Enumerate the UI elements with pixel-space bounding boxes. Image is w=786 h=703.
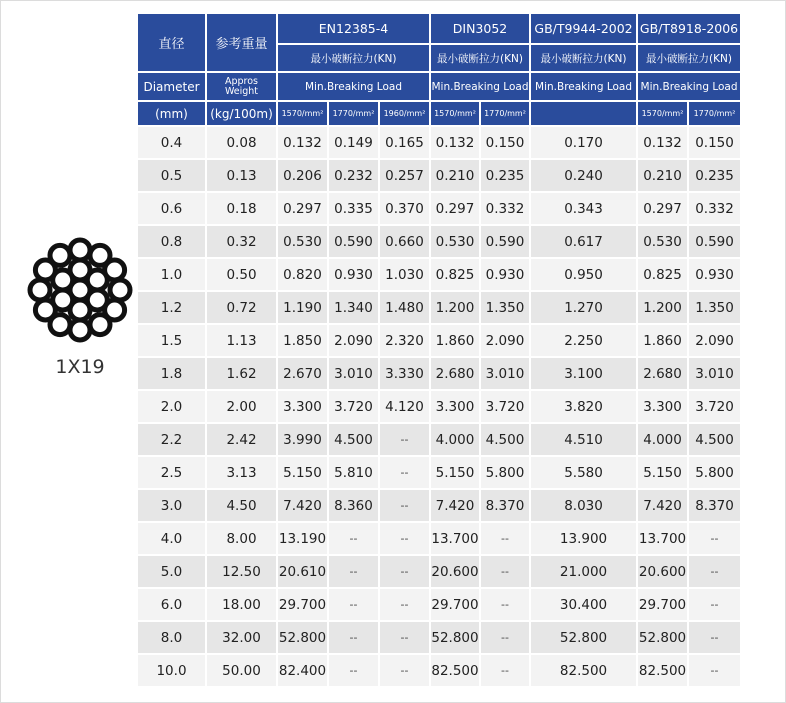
table-row bbox=[138, 556, 740, 589]
table-cell: 8.0 bbox=[138, 622, 207, 655]
table-cell: -- bbox=[481, 556, 531, 589]
table-cell: 3.010 bbox=[689, 358, 740, 391]
table-cell: 0.132 bbox=[638, 127, 689, 160]
table-cell: 3.13 bbox=[207, 457, 278, 490]
min-load-cn-header: 最小破断拉力(KN) bbox=[638, 45, 740, 73]
table-cell: 4.500 bbox=[329, 424, 380, 457]
table-row bbox=[138, 391, 740, 424]
table-cell: 13.700 bbox=[431, 523, 481, 556]
table-cell: 4.120 bbox=[380, 391, 431, 424]
table-cell: 3.720 bbox=[689, 391, 740, 424]
table-cell: 20.610 bbox=[278, 556, 329, 589]
table-cell: 0.32 bbox=[207, 226, 278, 259]
table-cell: 1.850 bbox=[278, 325, 329, 358]
table-cell: 13.700 bbox=[638, 523, 689, 556]
table-cell: 0.132 bbox=[431, 127, 481, 160]
table-row bbox=[138, 424, 740, 457]
table-cell: 8.370 bbox=[689, 490, 740, 523]
table-cell: 5.800 bbox=[689, 457, 740, 490]
table-cell: 0.08 bbox=[207, 127, 278, 160]
table-cell: -- bbox=[329, 556, 380, 589]
table-cell: -- bbox=[481, 589, 531, 622]
table-cell: -- bbox=[380, 622, 431, 655]
table-cell: -- bbox=[689, 622, 740, 655]
table-cell: 0.150 bbox=[689, 127, 740, 160]
table-cell: 3.720 bbox=[481, 391, 531, 424]
table-cell: 5.800 bbox=[481, 457, 531, 490]
table-cell: 1.030 bbox=[380, 259, 431, 292]
table-cell: 2.670 bbox=[278, 358, 329, 391]
table-row bbox=[138, 655, 740, 688]
table-cell: 7.420 bbox=[638, 490, 689, 523]
grade-1570-header: 1570/mm² bbox=[278, 102, 329, 127]
min-load-cn-header: 最小破断拉力(KN) bbox=[431, 45, 531, 73]
table-cell: -- bbox=[481, 655, 531, 688]
table-cell: 3.300 bbox=[431, 391, 481, 424]
table-cell: 6.0 bbox=[138, 589, 207, 622]
table-cell: 52.800 bbox=[278, 622, 329, 655]
table-cell: 0.149 bbox=[329, 127, 380, 160]
table-cell: 1.200 bbox=[638, 292, 689, 325]
table-cell: 4.0 bbox=[138, 523, 207, 556]
table-cell: 29.700 bbox=[638, 589, 689, 622]
table-cell: 1.350 bbox=[689, 292, 740, 325]
table-cell: 18.00 bbox=[207, 589, 278, 622]
table-cell: 13.900 bbox=[531, 523, 638, 556]
table-row bbox=[138, 127, 740, 160]
grade-empty-header bbox=[531, 102, 638, 127]
table-row bbox=[138, 523, 740, 556]
table-cell: 0.335 bbox=[329, 193, 380, 226]
table-cell: 82.500 bbox=[531, 655, 638, 688]
table-cell: 3.0 bbox=[138, 490, 207, 523]
table-cell: 3.010 bbox=[481, 358, 531, 391]
wire-strand-cross-section-icon bbox=[24, 234, 136, 346]
table-cell: 0.930 bbox=[689, 259, 740, 292]
table-cell: 1.8 bbox=[138, 358, 207, 391]
grade-1770-header: 1770/mm² bbox=[689, 102, 740, 127]
table-cell: 7.420 bbox=[431, 490, 481, 523]
table-cell: 1.860 bbox=[638, 325, 689, 358]
table-cell: 2.250 bbox=[531, 325, 638, 358]
table-cell: 2.42 bbox=[207, 424, 278, 457]
table-cell: 0.370 bbox=[380, 193, 431, 226]
table-cell: 0.235 bbox=[689, 160, 740, 193]
table-cell: 2.5 bbox=[138, 457, 207, 490]
table-row bbox=[138, 160, 740, 193]
table-cell: 50.00 bbox=[207, 655, 278, 688]
table-cell: 4.510 bbox=[531, 424, 638, 457]
diameter-en-header: Diameter bbox=[138, 73, 207, 102]
table-cell: 52.800 bbox=[431, 622, 481, 655]
table-cell: 0.660 bbox=[380, 226, 431, 259]
table-cell: 0.240 bbox=[531, 160, 638, 193]
table-cell: 3.300 bbox=[278, 391, 329, 424]
table-cell: 4.000 bbox=[638, 424, 689, 457]
table-cell: 0.820 bbox=[278, 259, 329, 292]
table-cell: 0.13 bbox=[207, 160, 278, 193]
table-cell: 0.825 bbox=[638, 259, 689, 292]
table-cell: 0.170 bbox=[531, 127, 638, 160]
diameter-unit-header: (mm) bbox=[138, 102, 207, 127]
table-row bbox=[138, 259, 740, 292]
table-cell: 2.320 bbox=[380, 325, 431, 358]
table-cell: 12.50 bbox=[207, 556, 278, 589]
table-cell: 0.5 bbox=[138, 160, 207, 193]
table-cell: 0.950 bbox=[531, 259, 638, 292]
weight-en-text: Appros Weight bbox=[224, 75, 259, 97]
table-cell: 1.190 bbox=[278, 292, 329, 325]
table-cell: 0.6 bbox=[138, 193, 207, 226]
table-cell: 2.0 bbox=[138, 391, 207, 424]
grade-1570-header: 1570/mm² bbox=[431, 102, 481, 127]
table-cell: 82.400 bbox=[278, 655, 329, 688]
grade-1570-header: 1570/mm² bbox=[638, 102, 689, 127]
table-cell: 5.580 bbox=[531, 457, 638, 490]
min-load-en-header: Min.Breaking Load bbox=[531, 73, 638, 102]
table-cell: 2.680 bbox=[431, 358, 481, 391]
table-cell: -- bbox=[380, 424, 431, 457]
table-cell: 0.210 bbox=[638, 160, 689, 193]
table-cell: 5.0 bbox=[138, 556, 207, 589]
table-cell: 0.4 bbox=[138, 127, 207, 160]
table-cell: 0.332 bbox=[689, 193, 740, 226]
table-cell: 5.810 bbox=[329, 457, 380, 490]
table-cell: -- bbox=[481, 523, 531, 556]
table-cell: 0.150 bbox=[481, 127, 531, 160]
table-cell: 2.090 bbox=[689, 325, 740, 358]
table-cell: -- bbox=[689, 523, 740, 556]
table-row bbox=[138, 226, 740, 259]
table-body bbox=[138, 127, 740, 688]
table-cell: 0.18 bbox=[207, 193, 278, 226]
standard-din3052-header: DIN3052 bbox=[431, 14, 531, 45]
table-row bbox=[138, 622, 740, 655]
table-cell: 0.530 bbox=[638, 226, 689, 259]
table-cell: 3.990 bbox=[278, 424, 329, 457]
table-cell: 8.00 bbox=[207, 523, 278, 556]
table-cell: 1.0 bbox=[138, 259, 207, 292]
table-cell: -- bbox=[380, 655, 431, 688]
table-cell: 0.930 bbox=[329, 259, 380, 292]
table-cell: 2.090 bbox=[481, 325, 531, 358]
table-cell: 0.332 bbox=[481, 193, 531, 226]
table-cell: 0.8 bbox=[138, 226, 207, 259]
min-load-en-header: Min.Breaking Load bbox=[638, 73, 740, 102]
table-cell: 29.700 bbox=[278, 589, 329, 622]
table-cell: 5.150 bbox=[278, 457, 329, 490]
table-cell: 0.232 bbox=[329, 160, 380, 193]
table-cell: 1.480 bbox=[380, 292, 431, 325]
table-cell: 0.257 bbox=[380, 160, 431, 193]
table-row bbox=[138, 589, 740, 622]
table-cell: 8.370 bbox=[481, 490, 531, 523]
weight-unit-header: (kg/100m) bbox=[207, 102, 278, 127]
table-cell: -- bbox=[380, 589, 431, 622]
table-cell: -- bbox=[380, 490, 431, 523]
table-cell: 0.825 bbox=[431, 259, 481, 292]
table-cell: 30.400 bbox=[531, 589, 638, 622]
table-cell: -- bbox=[380, 523, 431, 556]
strand-construction-label: 1X19 bbox=[55, 356, 105, 378]
table-cell: 82.500 bbox=[431, 655, 481, 688]
table-cell: 3.300 bbox=[638, 391, 689, 424]
table-cell: 0.343 bbox=[531, 193, 638, 226]
table-cell: 21.000 bbox=[531, 556, 638, 589]
table-cell: -- bbox=[329, 655, 380, 688]
table-cell: 0.206 bbox=[278, 160, 329, 193]
table-cell: 0.530 bbox=[278, 226, 329, 259]
table-cell: 2.090 bbox=[329, 325, 380, 358]
table-cell: 0.132 bbox=[278, 127, 329, 160]
table-row bbox=[138, 325, 740, 358]
table-cell: 5.150 bbox=[431, 457, 481, 490]
min-load-cn-header: 最小破断拉力(KN) bbox=[531, 45, 638, 73]
table-cell: 13.190 bbox=[278, 523, 329, 556]
table-cell: 2.2 bbox=[138, 424, 207, 457]
table-cell: 1.13 bbox=[207, 325, 278, 358]
table-cell: 82.500 bbox=[638, 655, 689, 688]
table-cell: 0.72 bbox=[207, 292, 278, 325]
table-cell: 0.930 bbox=[481, 259, 531, 292]
table-cell: 2.680 bbox=[638, 358, 689, 391]
table-cell: 0.617 bbox=[531, 226, 638, 259]
table-cell: 1.200 bbox=[431, 292, 481, 325]
table-cell: 0.235 bbox=[481, 160, 531, 193]
table-cell: -- bbox=[329, 523, 380, 556]
table-row bbox=[138, 193, 740, 226]
table-cell: 1.5 bbox=[138, 325, 207, 358]
grade-1770-header: 1770/mm² bbox=[481, 102, 531, 127]
table-cell: 4.500 bbox=[689, 424, 740, 457]
table-cell: 3.820 bbox=[531, 391, 638, 424]
table-cell: -- bbox=[329, 589, 380, 622]
min-load-cn-header: 最小破断拉力(KN) bbox=[278, 45, 431, 73]
table-cell: 1.350 bbox=[481, 292, 531, 325]
table-cell: 0.530 bbox=[431, 226, 481, 259]
table-cell: 3.010 bbox=[329, 358, 380, 391]
table-cell: 8.030 bbox=[531, 490, 638, 523]
grade-1960-header: 1960/mm² bbox=[380, 102, 431, 127]
standard-gbt9944-header: GB/T9944-2002 bbox=[531, 14, 638, 45]
table-cell: 1.270 bbox=[531, 292, 638, 325]
table-row bbox=[138, 490, 740, 523]
table-cell: 2.00 bbox=[207, 391, 278, 424]
table-row bbox=[138, 457, 740, 490]
table-cell: -- bbox=[380, 556, 431, 589]
table-cell: 1.860 bbox=[431, 325, 481, 358]
table-cell: 4.000 bbox=[431, 424, 481, 457]
table-cell: 3.720 bbox=[329, 391, 380, 424]
breaking-load-table bbox=[138, 14, 740, 688]
table-cell: 0.165 bbox=[380, 127, 431, 160]
table-cell: 0.590 bbox=[689, 226, 740, 259]
table-cell: -- bbox=[689, 556, 740, 589]
table-cell: -- bbox=[481, 622, 531, 655]
table-cell: 0.297 bbox=[638, 193, 689, 226]
table-cell: 20.600 bbox=[638, 556, 689, 589]
grade-1770-header: 1770/mm² bbox=[329, 102, 380, 127]
table-cell: 0.297 bbox=[278, 193, 329, 226]
table-cell: 52.800 bbox=[531, 622, 638, 655]
table-cell: 4.50 bbox=[207, 490, 278, 523]
table-cell: 0.50 bbox=[207, 259, 278, 292]
table-cell: 10.0 bbox=[138, 655, 207, 688]
table-cell: 0.590 bbox=[481, 226, 531, 259]
table-cell: -- bbox=[329, 622, 380, 655]
table-cell: 32.00 bbox=[207, 622, 278, 655]
table-cell: 0.590 bbox=[329, 226, 380, 259]
weight-en-header bbox=[207, 73, 278, 102]
standard-en12385-header: EN12385-4 bbox=[278, 14, 431, 45]
table-cell: 3.330 bbox=[380, 358, 431, 391]
table-cell: 1.340 bbox=[329, 292, 380, 325]
table-cell: 3.100 bbox=[531, 358, 638, 391]
weight-cn-header: 参考重量 bbox=[207, 14, 278, 73]
table-cell: 1.2 bbox=[138, 292, 207, 325]
table-cell: 52.800 bbox=[638, 622, 689, 655]
table-row bbox=[138, 358, 740, 391]
min-load-en-header: Min.Breaking Load bbox=[278, 73, 431, 102]
diameter-cn-header: 直径 bbox=[138, 14, 207, 73]
table-cell: -- bbox=[380, 457, 431, 490]
table-cell: 1.62 bbox=[207, 358, 278, 391]
standard-gbt8918-header: GB/T8918-2006 bbox=[638, 14, 740, 45]
table-cell: 5.150 bbox=[638, 457, 689, 490]
table-cell: 4.500 bbox=[481, 424, 531, 457]
table-cell: 0.297 bbox=[431, 193, 481, 226]
min-load-en-header: Min.Breaking Load bbox=[431, 73, 531, 102]
table-cell: 20.600 bbox=[431, 556, 481, 589]
table-cell: -- bbox=[689, 655, 740, 688]
table-cell: 29.700 bbox=[431, 589, 481, 622]
table-cell: 0.210 bbox=[431, 160, 481, 193]
table-cell: -- bbox=[689, 589, 740, 622]
table-row bbox=[138, 292, 740, 325]
table-cell: 7.420 bbox=[278, 490, 329, 523]
table-cell: 8.360 bbox=[329, 490, 380, 523]
